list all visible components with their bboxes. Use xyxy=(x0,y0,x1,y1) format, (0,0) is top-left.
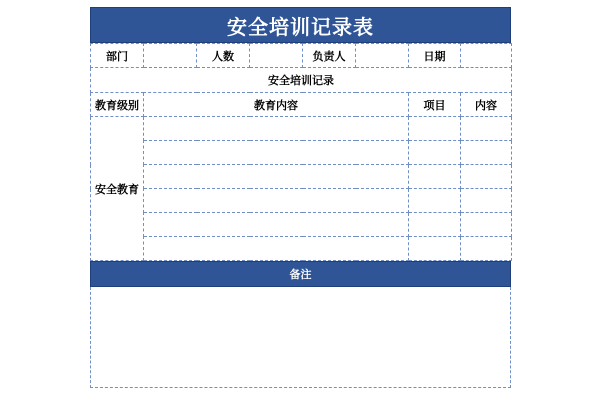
column-header-row xyxy=(91,93,512,117)
item-cell[interactable] xyxy=(409,141,461,165)
content-cell[interactable] xyxy=(144,141,409,165)
table-row xyxy=(91,189,512,213)
detail-cell[interactable] xyxy=(461,189,512,213)
item-cell[interactable] xyxy=(409,189,461,213)
section-title: 安全培训记录 xyxy=(91,68,512,93)
headcount-label: 人数 xyxy=(197,44,250,68)
content-cell[interactable] xyxy=(144,165,409,189)
info-row xyxy=(91,44,512,68)
date-field[interactable] xyxy=(461,44,512,68)
item-cell[interactable] xyxy=(409,237,461,261)
column-header-detail: 内容 xyxy=(461,93,512,117)
item-cell[interactable] xyxy=(409,213,461,237)
item-cell[interactable] xyxy=(409,117,461,141)
record-table xyxy=(90,43,512,261)
table-row xyxy=(91,165,512,189)
table-row xyxy=(91,117,512,141)
detail-cell[interactable] xyxy=(461,117,512,141)
table-row xyxy=(91,213,512,237)
department-field[interactable] xyxy=(144,44,197,68)
remarks-field[interactable] xyxy=(90,287,511,388)
remarks-header: 备注 xyxy=(90,261,511,287)
detail-cell[interactable] xyxy=(461,213,512,237)
content-cell[interactable] xyxy=(144,213,409,237)
content-cell[interactable] xyxy=(144,117,409,141)
column-header-level: 教育级别 xyxy=(91,93,144,117)
department-label: 部门 xyxy=(91,44,144,68)
table-row xyxy=(91,141,512,165)
detail-cell[interactable] xyxy=(461,165,512,189)
section-title-row xyxy=(91,68,512,93)
training-record-form xyxy=(90,7,511,388)
detail-cell[interactable] xyxy=(461,141,512,165)
detail-cell[interactable] xyxy=(461,237,512,261)
content-cell[interactable] xyxy=(144,237,409,261)
column-header-item: 项目 xyxy=(409,93,461,117)
table-row xyxy=(91,237,512,261)
date-label: 日期 xyxy=(409,44,461,68)
form-title: 安全培训记录表 xyxy=(90,7,511,43)
column-header-content: 教育内容 xyxy=(144,93,409,117)
owner-label: 负责人 xyxy=(303,44,356,68)
item-cell[interactable] xyxy=(409,165,461,189)
headcount-field[interactable] xyxy=(250,44,303,68)
owner-field[interactable] xyxy=(356,44,409,68)
content-cell[interactable] xyxy=(144,189,409,213)
education-level-cell: 安全教育 xyxy=(91,117,144,261)
